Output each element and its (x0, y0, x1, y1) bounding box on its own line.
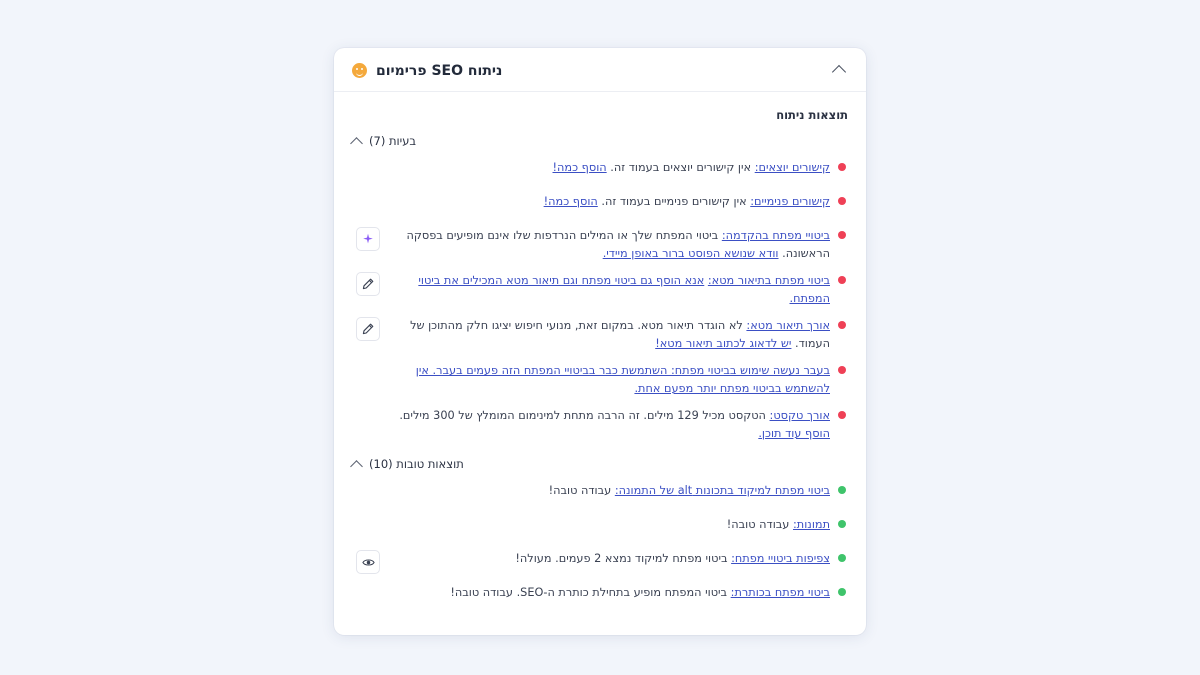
issue-text (388, 159, 830, 177)
issue-text (388, 407, 830, 442)
issue-body: ביטוי המפתח מופיע בתחילת כותרת ה-SEO. עבודה טובה! (450, 586, 731, 599)
action-spacer (356, 193, 380, 217)
issue-label[interactable]: ביטויי מפתח בהקדמה: (721, 229, 830, 242)
pencil-icon (362, 323, 374, 335)
edit-action-button[interactable] (356, 317, 380, 341)
issue-label[interactable]: אורך תיאור מטא: (746, 319, 830, 332)
list-item (352, 511, 848, 545)
list-item (352, 312, 848, 357)
status-badge (838, 276, 846, 284)
group-header-problems[interactable] (352, 134, 848, 148)
group-label-problems: בעיות (7) (369, 134, 417, 148)
status-badge (838, 588, 846, 596)
issue-body: עבודה טובה! (548, 484, 615, 497)
action-spacer (356, 584, 380, 608)
sparkle-action-button[interactable] (356, 227, 380, 251)
issue-text (388, 550, 830, 568)
list-item (352, 402, 848, 447)
issue-body: ביטוי מפתח למיקוד נמצא 2 פעמים. מעולה! (515, 552, 732, 565)
panel-body (334, 92, 866, 635)
issue-label[interactable]: צפיפות ביטויי מפתח: (731, 552, 830, 565)
issue-text (388, 584, 830, 602)
issue-action-link[interactable]: בעבר נעשה שימוש בביטוי מפתח: השתמשת כבר בביטויי המפתח הזה פעמים בעבר. אין להשתמש בביטוי מפתח יותר מפעם אחת. (415, 364, 830, 395)
issue-text (388, 362, 830, 397)
chevron-up-icon (832, 65, 846, 79)
list-item (352, 154, 848, 188)
page-title: ניתוח SEO פרימיום (376, 62, 503, 79)
action-spacer (356, 516, 380, 540)
chevron-down-icon (350, 137, 363, 150)
issue-text (388, 516, 830, 534)
action-spacer (356, 482, 380, 506)
sparkle-icon (362, 233, 374, 245)
edit-action-button[interactable] (356, 272, 380, 296)
action-spacer (356, 362, 380, 386)
issue-label[interactable]: ביטוי מפתח בכותרת: (730, 586, 830, 599)
results-heading: תוצאות ניתוח (776, 108, 848, 122)
issue-body: הטקסט מכיל 129 מילים. זה הרבה מתחת למינימום המומלץ של 300 מילים. (399, 409, 770, 422)
list-item (352, 477, 848, 511)
issue-text (388, 193, 830, 211)
collapse-panel-button[interactable] (830, 62, 848, 79)
issue-body: לא הוגדר תיאור מטא. במקום זאת, מנועי חיפוש יציגו חלק מהתוכן של העמוד. (410, 319, 830, 350)
issue-text (388, 227, 830, 262)
smiley-dot-icon (352, 63, 367, 78)
issue-text (388, 317, 830, 352)
status-badge (838, 197, 846, 205)
issue-action-link[interactable]: הוסף כמה! (552, 161, 607, 174)
pencil-icon (362, 278, 374, 290)
status-badge (838, 520, 846, 528)
chevron-down-icon (350, 460, 363, 473)
panel-header-title-group (352, 63, 502, 79)
issue-text (388, 482, 830, 500)
list-item (352, 222, 848, 267)
issue-label[interactable]: קישורים יוצאים: (754, 161, 830, 174)
issue-label[interactable]: קישורים פנימיים: (750, 195, 830, 208)
action-spacer (356, 407, 380, 431)
status-badge (838, 163, 846, 171)
issue-body: אין קישורים יוצאים בעמוד זה. (606, 161, 755, 174)
status-badge (838, 554, 846, 562)
status-badge (838, 411, 846, 419)
issue-text (388, 272, 830, 307)
status-badge (838, 231, 846, 239)
issue-action-link[interactable]: הוסף כמה! (543, 195, 598, 208)
list-item (352, 579, 848, 613)
issue-action-link[interactable]: יש לדאוג לכתוב תיאור מטא! (655, 336, 792, 350)
seo-analysis-panel (334, 48, 866, 635)
preview-action-button[interactable] (356, 550, 380, 574)
status-badge (838, 486, 846, 494)
eye-icon (362, 556, 375, 569)
issue-body: עבודה טובה! (726, 518, 793, 531)
group-header-good-results[interactable] (352, 457, 848, 471)
issue-label[interactable]: תמונות: (792, 518, 830, 531)
status-badge (838, 321, 846, 329)
status-badge (838, 366, 846, 374)
issue-action-link[interactable]: הוסף עוד תוכן. (758, 426, 830, 440)
group-label-good-results: תוצאות טובות (10) (369, 457, 464, 471)
issue-label[interactable]: ביטוי מפתח למיקוד בתכונות alt של התמונה: (614, 484, 830, 497)
issue-body: אין קישורים פנימיים בעמוד זה. (597, 195, 751, 208)
problems-list (352, 154, 848, 447)
issue-body: ביטוי המפתח שלך או המילים הנרדפות שלו אינם מופיעים בפסקה הראשונה. (406, 229, 830, 260)
list-item (352, 188, 848, 222)
issue-action-link[interactable]: וודא שנושא הפוסט ברור באופן מיידי. (602, 246, 779, 260)
issue-action-link[interactable]: אנא הוסף גם ביטוי מפתח וגם תיאור מטא המכילים את ביטוי המפתח. (418, 274, 830, 305)
list-item (352, 357, 848, 402)
list-item (352, 545, 848, 579)
panel-header (334, 48, 866, 92)
list-item (352, 267, 848, 312)
action-spacer (356, 159, 380, 183)
good-results-list (352, 477, 848, 613)
issue-label[interactable]: ביטוי מפתח בתיאור מטא: (707, 274, 830, 287)
issue-label[interactable]: אורך טקסט: (769, 409, 830, 422)
